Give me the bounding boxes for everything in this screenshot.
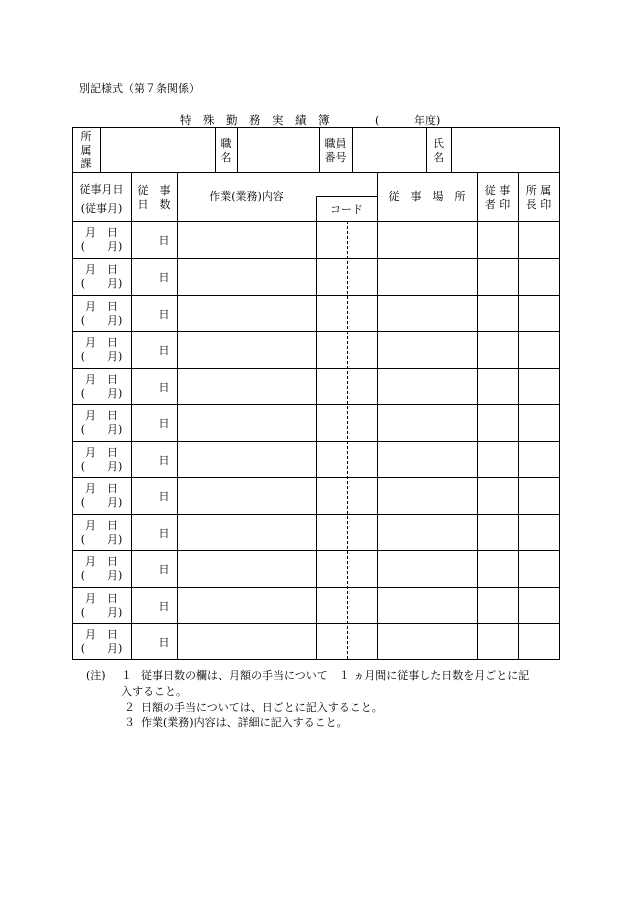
row-date-cell[interactable]: 月 日 ( 月) <box>80 482 123 509</box>
note-1-number: １ <box>121 669 132 682</box>
row-date-cell[interactable]: 月 日 ( 月) <box>80 628 123 655</box>
row-days-cell[interactable]: 日 <box>158 454 170 467</box>
date-column-header: 従事月日 (従事月) <box>79 183 124 215</box>
row-date-cell[interactable]: 月 日 ( 月) <box>80 263 123 290</box>
row-date-cell[interactable]: 月 日 ( 月) <box>80 373 123 400</box>
place-column-header: 従 事 場 所 <box>388 190 466 203</box>
row-days-cell[interactable]: 日 <box>158 417 170 430</box>
row-days-cell[interactable]: 日 <box>158 600 170 613</box>
row-days-cell[interactable]: 日 <box>158 490 170 503</box>
work-column-header: 作業(業務)内容 <box>209 190 284 203</box>
row-date-cell[interactable]: 月 日 ( 月) <box>80 446 123 473</box>
form-reference: 別記様式（第７条関係） <box>79 82 200 95</box>
worker-seal-header: 従 事 者 印 <box>484 184 511 211</box>
dept-label: 所 属 課 <box>80 130 92 170</box>
note-2: 日額の手当については、日ごとに記入すること。 <box>141 701 383 714</box>
note-3-number: ３ <box>124 716 135 729</box>
row-days-cell[interactable]: 日 <box>158 271 170 284</box>
row-date-cell[interactable]: 月 日 ( 月) <box>80 592 123 619</box>
row-days-cell[interactable]: 日 <box>158 636 170 649</box>
row-days-cell[interactable]: 日 <box>158 527 170 540</box>
year-paren-open: ( <box>375 114 380 127</box>
row-days-cell[interactable]: 日 <box>158 381 170 394</box>
note-3: 作業(業務)内容は、詳細に記入すること。 <box>141 716 348 729</box>
post-label: 職 名 <box>220 137 232 164</box>
row-date-cell[interactable]: 月 日 ( 月) <box>80 409 123 436</box>
code-column-header: コード <box>330 203 363 216</box>
row-date-cell[interactable]: 月 日 ( 月) <box>80 300 123 327</box>
note-2-number: ２ <box>124 701 135 714</box>
row-date-cell[interactable]: 月 日 ( 月) <box>80 555 123 582</box>
note-1-line-1: 従事日数の欄は、月額の手当について １ ヵ月間に従事した日数を月ごとに記 <box>141 669 530 682</box>
note-1-line-2: 入すること。 <box>121 685 187 698</box>
days-column-header: 従 事 日 数 <box>137 184 171 211</box>
row-date-cell[interactable]: 月 日 ( 月) <box>80 336 123 363</box>
row-days-cell[interactable]: 日 <box>158 234 170 247</box>
name-label: 氏 名 <box>433 137 444 164</box>
row-days-cell[interactable]: 日 <box>158 563 170 576</box>
row-date-cell[interactable]: 月 日 ( 月) <box>80 226 123 253</box>
chief-seal-header: 所 属 長 印 <box>525 184 552 211</box>
notes-label: (注) <box>86 669 106 682</box>
row-days-cell[interactable]: 日 <box>158 308 170 321</box>
staff-number-label: 職員 番号 <box>324 137 347 164</box>
form-title: 特 殊 勤 務 実 績 簿 <box>180 113 330 127</box>
year-label: 年度) <box>414 114 441 127</box>
row-date-cell[interactable]: 月 日 ( 月) <box>80 519 123 546</box>
row-days-cell[interactable]: 日 <box>158 344 170 357</box>
